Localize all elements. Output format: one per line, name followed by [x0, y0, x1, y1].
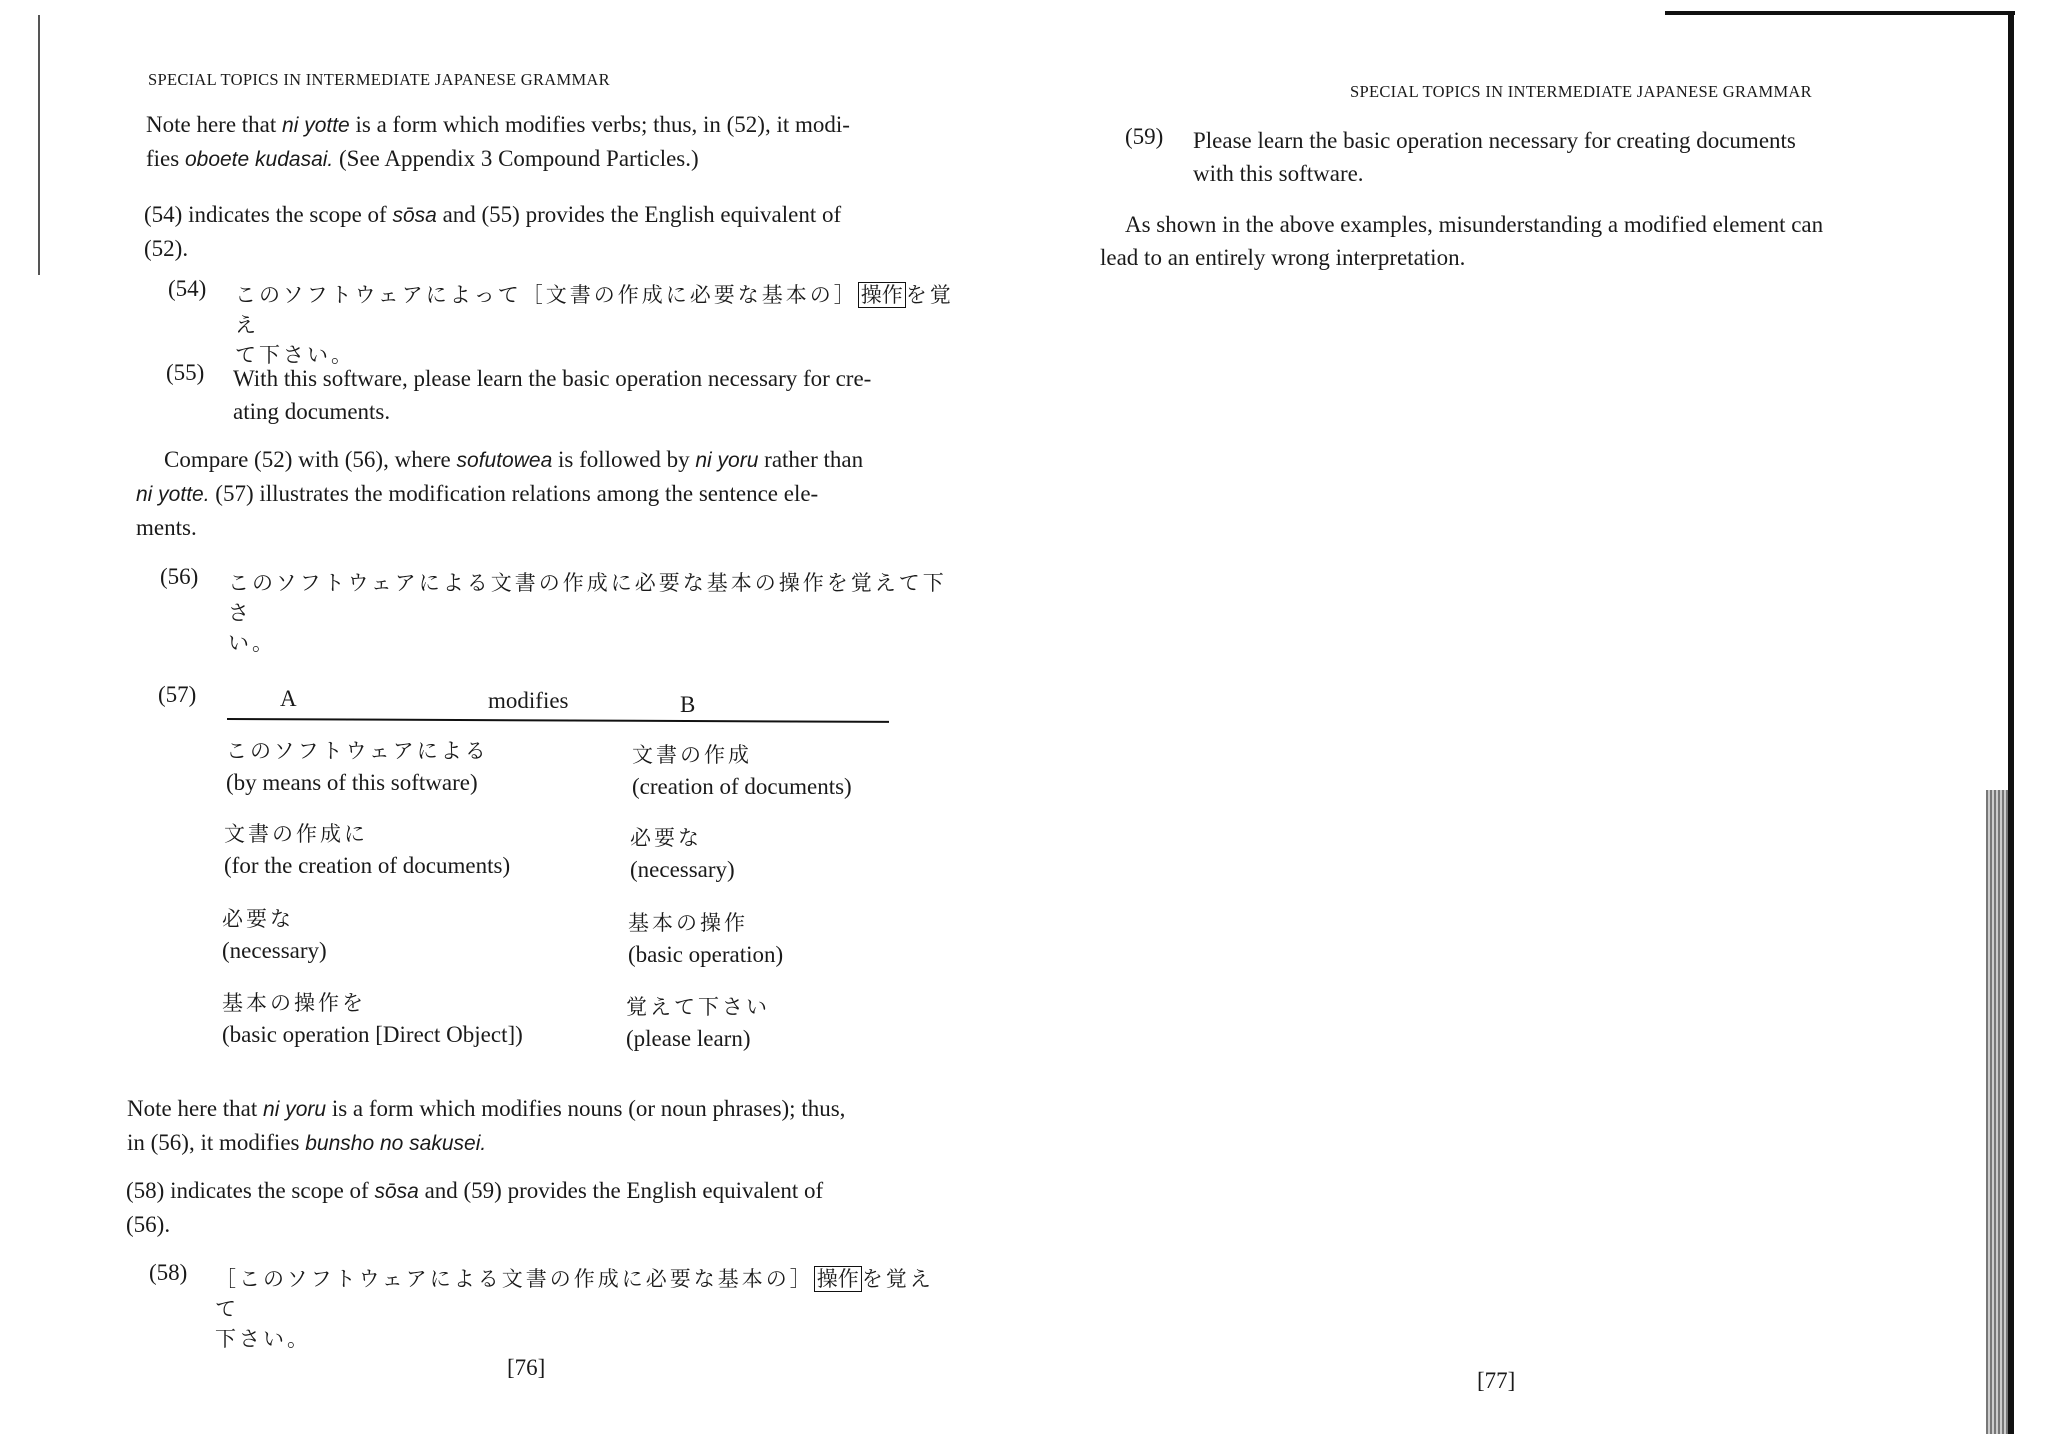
text: is a form which modifies verbs; thus, in (52), it modi- — [349, 112, 850, 137]
paragraph-compare — [136, 443, 956, 544]
text: て下さい。 — [235, 343, 355, 367]
paragraph-conclusion — [1100, 208, 1912, 274]
example-54-japanese — [235, 280, 975, 370]
example-55-english — [233, 362, 963, 428]
term: ni yotte. — [136, 483, 210, 506]
text: in (56), it modifies — [127, 1130, 306, 1155]
example-number: (58) — [149, 1260, 188, 1285]
example-number: (56) — [160, 564, 199, 589]
text: is followed by — [552, 447, 696, 472]
example-number: (54) — [168, 276, 207, 301]
cell-a — [222, 904, 327, 967]
text: 文書の作成に — [224, 822, 368, 846]
text: 必要な — [630, 826, 702, 850]
boxed-word: 操作 — [814, 1266, 862, 1292]
text: 必要な — [222, 907, 294, 931]
text: 文書の作成 — [632, 743, 752, 767]
running-header-left: SPECIAL TOPICS IN INTERMEDIATE JAPANESE GRAMMAR — [148, 70, 610, 89]
text: and (55) provides the English equivalent of — [436, 202, 842, 227]
example-number: (55) — [166, 360, 205, 385]
cell-b — [628, 908, 783, 971]
text: As shown in the above examples, misunderstanding a modified element can — [1125, 212, 1824, 237]
text: lead to an entirely wrong interpretation. — [1100, 245, 1466, 270]
text: rather than — [758, 447, 864, 472]
text: (basic operation [Direct Object]) — [222, 1022, 523, 1047]
text: is a form which modifies nouns (or noun phrases); thus, — [326, 1096, 846, 1121]
text: このソフトウェアによる文書の作成に必要な基本の操作を覚えて下さ — [228, 571, 947, 625]
cell-a — [222, 988, 523, 1051]
table-header-rule — [227, 718, 889, 723]
term: sōsa — [392, 204, 437, 227]
text: Please learn the basic operation necessary for creating documents — [1193, 128, 1796, 153]
example-number: (59) — [1125, 124, 1164, 149]
text: Note here that — [146, 112, 283, 137]
text: 基本の操作を — [222, 991, 366, 1015]
page-edge-shadow — [1986, 790, 2008, 1434]
left-margin-mark — [38, 15, 40, 275]
term: ni yotte — [282, 114, 350, 137]
page-border-top — [1665, 11, 2015, 15]
page-number-right: [77] — [1477, 1368, 1516, 1393]
text: (basic operation) — [628, 942, 784, 967]
term: sofutowea — [456, 449, 553, 472]
boxed-word: 操作 — [858, 282, 906, 308]
example-59-english — [1193, 124, 1911, 190]
text: with this software. — [1193, 161, 1364, 186]
cell-b — [630, 823, 735, 886]
text: and (59) provides the English equivalent of — [418, 1178, 824, 1203]
cell-b — [632, 740, 852, 803]
paragraph-scope-54 — [144, 198, 956, 265]
running-header-right: SPECIAL TOPICS IN INTERMEDIATE JAPANESE GRAMMAR — [1350, 82, 1812, 101]
text: Note here that — [127, 1096, 264, 1121]
text: このソフトウェアによる — [226, 739, 489, 763]
text: ［このソフトウェアによる文書の作成に必要な基本の］ — [215, 1267, 814, 1291]
paragraph-scope-58 — [126, 1174, 938, 1241]
text: (please learn) — [626, 1026, 751, 1051]
text: (by means of this software) — [226, 770, 478, 795]
text: Compare (52) with (56), where — [164, 447, 457, 472]
text: (52). — [144, 236, 189, 261]
cell-a — [226, 736, 489, 799]
paragraph-ni-yotte — [146, 108, 956, 176]
cell-a — [224, 819, 510, 882]
text: を覚えて — [215, 1267, 934, 1321]
text: With this software, please learn the basic operation necessary for cre- — [233, 366, 872, 391]
text: (for the creation of documents) — [224, 853, 511, 878]
text: を覚え — [235, 283, 954, 337]
example-56-japanese — [228, 568, 968, 658]
page-number-left: [76] — [507, 1355, 546, 1380]
text: ating documents. — [233, 399, 391, 424]
page-border-right — [2008, 11, 2014, 1434]
text: 下さい。 — [215, 1327, 311, 1351]
term: sōsa — [374, 1180, 419, 1203]
text: (creation of documents) — [632, 774, 852, 799]
example-number: (57) — [158, 682, 197, 707]
text: (necessary) — [630, 857, 735, 882]
table-header-modifies: modifies — [488, 688, 569, 713]
text: (56). — [126, 1212, 171, 1237]
text: 覚えて下さい — [626, 995, 770, 1019]
example-58-japanese — [215, 1264, 955, 1354]
text: fies — [146, 146, 185, 171]
text: ments. — [136, 515, 197, 540]
table-header-b: B — [680, 692, 696, 717]
table-header-a: A — [280, 686, 297, 711]
paragraph-ni-yoru — [127, 1092, 937, 1160]
term: ni yoru — [695, 449, 759, 472]
text: い。 — [228, 631, 276, 655]
cell-b — [626, 992, 770, 1055]
text: (57) illustrates the modification relations among the sentence ele- — [209, 481, 819, 506]
term: oboete kudasai. — [184, 148, 334, 171]
text: (58) indicates the scope of — [126, 1178, 375, 1203]
term: ni yoru — [263, 1098, 327, 1121]
text: 基本の操作 — [628, 911, 748, 935]
text: (See Appendix 3 Compound Particles.) — [333, 146, 699, 171]
term: bunsho no sakusei. — [305, 1132, 487, 1155]
text: (54) indicates the scope of — [144, 202, 393, 227]
text: (necessary) — [222, 938, 327, 963]
text: このソフトウェアによって［文書の作成に必要な基本の］ — [235, 283, 858, 307]
